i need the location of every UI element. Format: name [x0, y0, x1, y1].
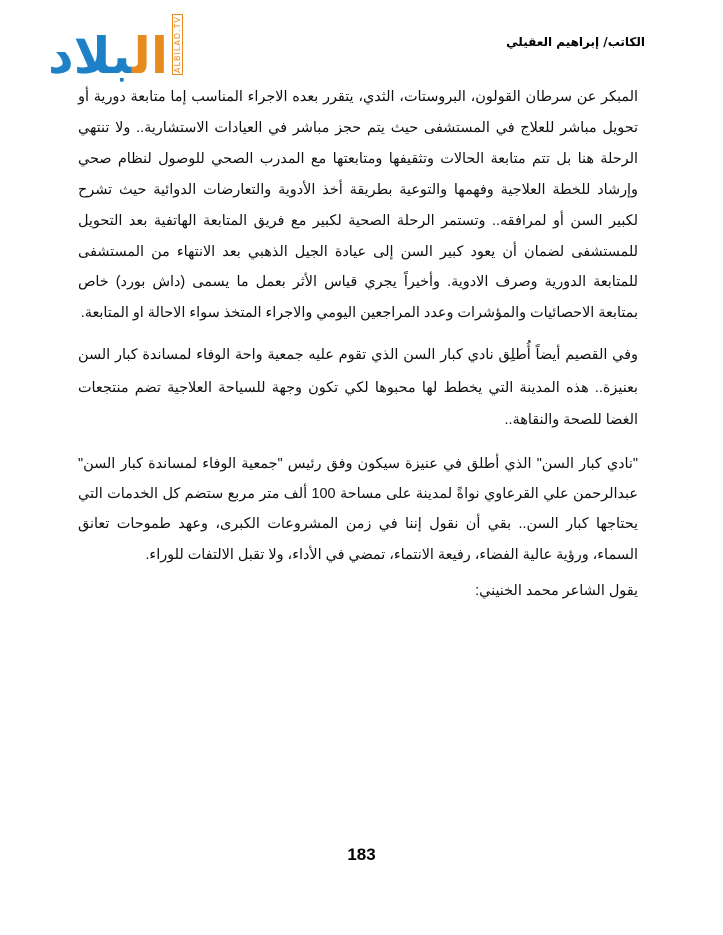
article-body [78, 82, 638, 606]
logo-wordmark-blue: بلاد [48, 26, 133, 85]
paragraph-3: "نادي كبار السن" الذي أطلق في عنيزة سيكون وفق رئيس "جمعية الوفاء لمساندة كبار السن" عبدالرحمن علي القرعاوي نواةً لمدينة على مساحة 100 ألف متر مربع ستضم كل الخدمات التي يحتاجها كبار السن.. بقي أن نقول إننا في زمن المشروعات الكبرى، وعهد طموحات تعانق السماء، ورؤية عالية الفضاء، رفيعة الانتماء، تمضي في الأداء، ولا تقبل الالتفات للوراء. [78, 456, 638, 563]
albilad-logo [48, 14, 183, 85]
logo-wordmark [48, 26, 168, 85]
paragraph-1: المبكر عن سرطان القولون، البروستات، الثدي، يتقرر بعده الاجراء المناسب إما متابعة دورية أو تحويل مباشر للعلاج في المستشفى حيث يتم حجز مباشر في العيادات الاستشارية.. ولا تنتهي الرحلة هنا بل تتم متابعة الحالات وتثقيفها ومتابعتها مع المدرب الصحي للوصول لنظام صحي وإرشاد للخطة العلاجية وفهمها والتوعية بطريقة أخذ الأدوية والتعارضات الدوائية حيث تشرح لكبير السن أو لمرافقه.. وتستمر الرحلة الصحية لكبير مع فريق المتابعة الهاتفية بعد التحويل للمستشفى لضمان أن يعود كبير السن إلى عيادة الجيل الذهبي بعد الانتهاء من المستشفى للمتابعة الدورية وصرف الادوية. وأخيراً يجري قياس الأثر بعمل ما يسمى (داش بورد) خاص بمتابعة الاحصائيات والمؤشرات وعدد المراجعين اليومي والاجراء المتخذ سواء الاحالة او المتابعة. [78, 89, 638, 322]
author-header: الكاتب/ إبراهيم العقيلي [506, 35, 645, 49]
paragraph-2: وفي القصيم أيضاً أُطلِق نادي كبار السن الذي تقوم عليه جمعية واحة الوفاء لمساندة كبار السن بعنيزة.. هذه المدينة التي يخطط لها محبوها لكي تكون وجهة للسياحة العلاجية تضم منتجعات الغضا للصحة والنقاهة.. [78, 347, 638, 429]
logo-wordmark-orange: ال [132, 26, 168, 85]
page-number: 183 [347, 845, 376, 864]
paragraph-4: يقول الشاعر محمد الخنيني: [475, 582, 638, 599]
logo-tagline: ALBILAD.TV [172, 16, 182, 73]
